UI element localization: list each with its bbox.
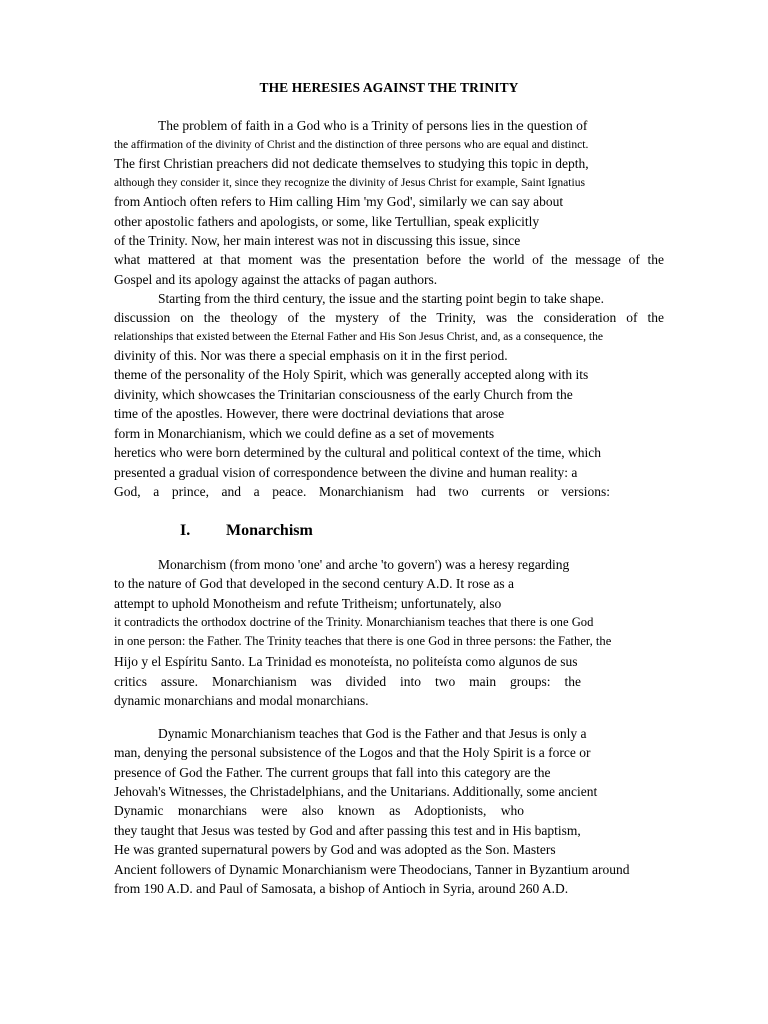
paragraph-4-line-5: Dynamic monarchians were also known as Adoptionists, who: [114, 803, 524, 818]
paragraph-4-line-4: Jehovah's Witnesses, the Christadelphians, and the Unitarians. Additionally, some ancient: [114, 784, 598, 799]
paragraph-1-line-4: although they consider it, since they recognize the divinity of Jesus Christ for example, Saint Ignatius: [114, 176, 586, 189]
paragraph-1-line-9: Gospel and its apology against the attacks of pagan authors.: [114, 272, 438, 287]
paragraph-2-line-1: Starting from the third century, the issue and the starting point begin to take shape.: [158, 291, 605, 306]
paragraph-4-line-2: man, denying the personal subsistence of the Logos and that the Holy Spirit is a force or: [114, 745, 591, 760]
paragraph-3-line-4: it contradicts the orthodox doctrine of the Trinity. Monarchianism teaches that there is one God: [114, 615, 594, 629]
paragraph-1-line-2: the affirmation of the divinity of Christ and the distinction of three persons who are equal and distinct.: [114, 138, 589, 151]
paragraph-1-line-8: what mattered at that moment was the presentation before the world of the message of the: [114, 252, 664, 267]
paragraph-2-line-5: theme of the personality of the Holy Spirit, which was generally accepted along with its: [114, 367, 589, 382]
paragraph-4-line-1: Dynamic Monarchianism teaches that God is the Father and that Jesus is only a: [158, 726, 587, 741]
paragraph-4-line-8: Ancient followers of Dynamic Monarchianism were Theodocians, Tanner in Byzantium around: [114, 862, 630, 877]
paragraph-3-line-8: dynamic monarchians and modal monarchians.: [114, 693, 369, 708]
paragraph-1-line-7: of the Trinity. Now, her main interest was not in discussing this issue, since: [114, 233, 521, 248]
paragraph-3-line-6: Hijo y el Espíritu Santo. La Trinidad es monoteísta, no politeísta como algunos de sus: [114, 654, 578, 669]
section-title: Monarchism: [226, 522, 313, 539]
paragraph-4-line-7: He was granted supernatural powers by God and was adopted as the Son. Masters: [114, 842, 556, 857]
paragraph-2-line-8: form in Monarchianism, which we could define as a set of movements: [114, 426, 495, 441]
section-number: I.: [180, 522, 191, 539]
paragraph-3-line-1: Monarchism (from mono 'one' and arche 'to govern') was a heresy regarding: [158, 557, 570, 572]
paragraph-2-line-6: divinity, which showcases the Trinitarian consciousness of the early Church from the: [114, 387, 573, 402]
paragraph-2-line-9: heretics who were born determined by the cultural and political context of the time, which: [114, 445, 601, 460]
paragraph-4-line-6: they taught that Jesus was tested by God and after passing this test and in His baptism,: [114, 823, 581, 838]
paragraph-1-line-5: from Antioch often refers to Him calling Him 'my God', similarly we can say about: [114, 194, 564, 209]
paragraph-1-line-3: The first Christian preachers did not dedicate themselves to studying this topic in depth,: [114, 156, 589, 171]
paragraph-2-line-2: discussion on the theology of the mystery of the Trinity, was the consideration of the: [114, 310, 664, 325]
paragraph-3-line-2: to the nature of God that developed in the second century A.D. It rose as a: [114, 576, 515, 591]
paragraph-3-line-7: critics assure. Monarchianism was divided into two main groups: the: [114, 674, 581, 689]
paragraph-2-line-10: presented a gradual vision of correspondence between the divine and human reality: a: [114, 465, 578, 480]
section-heading: [180, 522, 313, 540]
paragraph-1-line-6: other apostolic fathers and apologists, or some, like Tertullian, speak explicitly: [114, 214, 540, 229]
paragraph-3-line-5: in one person: the Father. The Trinity teaches that there is one God in three persons: the Father, the: [114, 634, 612, 648]
document-title: THE HERESIES AGAINST THE TRINITY: [259, 80, 519, 95]
paragraph-4-line-9: from 190 A.D. and Paul of Samosata, a bishop of Antioch in Syria, around 260 A.D.: [114, 881, 569, 896]
paragraph-3-line-3: attempt to uphold Monotheism and refute Tritheism; unfortunately, also: [114, 596, 502, 611]
paragraph-4-line-3: presence of God the Father. The current groups that fall into this category are the: [114, 765, 551, 780]
paragraph-2-line-4: divinity of this. Nor was there a special emphasis on it in the first period.: [114, 348, 508, 363]
paragraph-2-line-7: time of the apostles. However, there were doctrinal deviations that arose: [114, 406, 505, 421]
paragraph-2-line-3: relationships that existed between the Eternal Father and His Son Jesus Christ, and, as a consequence, the: [114, 330, 604, 343]
paragraph-2-line-11: God, a prince, and a peace. Monarchianism had two currents or versions:: [114, 484, 610, 499]
paragraph-1-line-1: The problem of faith in a God who is a Trinity of persons lies in the question of: [158, 118, 588, 133]
